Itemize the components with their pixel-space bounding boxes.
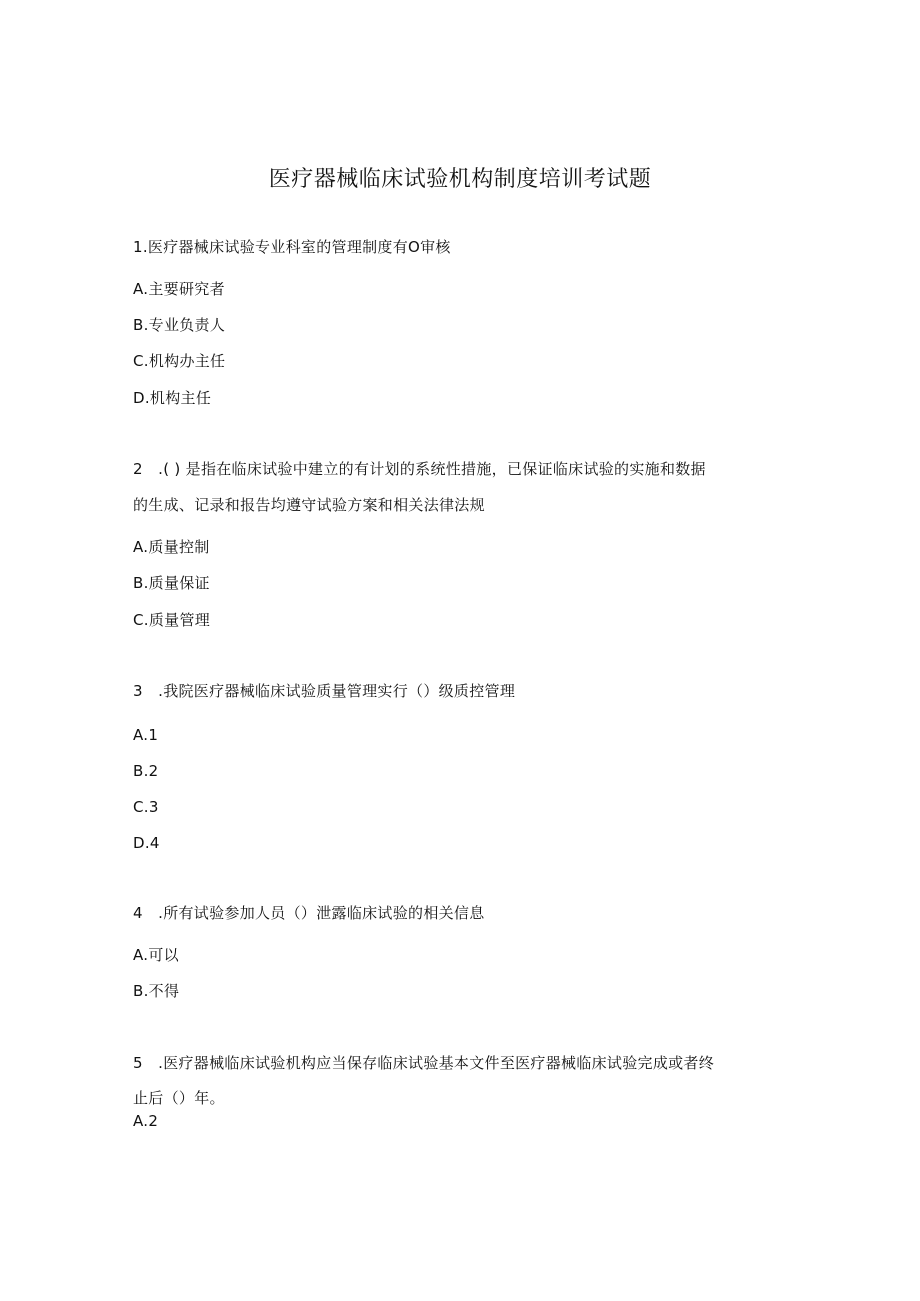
question-2-option-c: C.质量管理 (133, 611, 211, 629)
question-3-option-a: A.1 (133, 726, 159, 744)
question-4-option-b: B.不得 (133, 982, 180, 1000)
question-1-option-d: D.机构主任 (133, 389, 212, 407)
question-3-option-d: D.4 (133, 834, 160, 852)
question-1-option-a: A.主要研究者 (133, 280, 225, 298)
question-5-stem-line-2: 止后（）年。 (133, 1089, 225, 1107)
question-5-option-a: A.2 (133, 1112, 159, 1130)
question-3-option-b: B.2 (133, 762, 159, 780)
question-1-option-c: C.机构办主任 (133, 352, 226, 370)
question-1-option-b: B.专业负责人 (133, 316, 226, 334)
question-2-option-a: A.质量控制 (133, 538, 210, 556)
question-1-stem: 1.医疗器械床试验专业科室的管理制度有O审核 (133, 238, 451, 256)
question-3-stem: 3 .我院医疗器械临床试验质量管理实行（）级质控管理 (133, 682, 516, 700)
question-2-option-b: B.质量保证 (133, 574, 210, 592)
question-2-stem-line-2: 的生成、记录和报告均遵守试验方案和相关法律法规 (133, 496, 485, 514)
page-title: 医疗器械临床试验机构制度培训考试题 (268, 167, 652, 192)
question-4-option-a: A.可以 (133, 946, 179, 964)
question-5-stem-line-1: 5 .医疗器械临床试验机构应当保存临床试验基本文件至医疗器械临床试验完成或者终 (133, 1054, 715, 1072)
question-4-stem: 4 .所有试验参加人员（）泄露临床试验的相关信息 (133, 904, 485, 922)
question-2-stem-line-1: 2 .( ) 是指在临床试验中建立的有计划的系统性措施，已保证临床试验的实施和数据 (133, 460, 706, 478)
question-3-option-c: C.3 (133, 798, 159, 816)
